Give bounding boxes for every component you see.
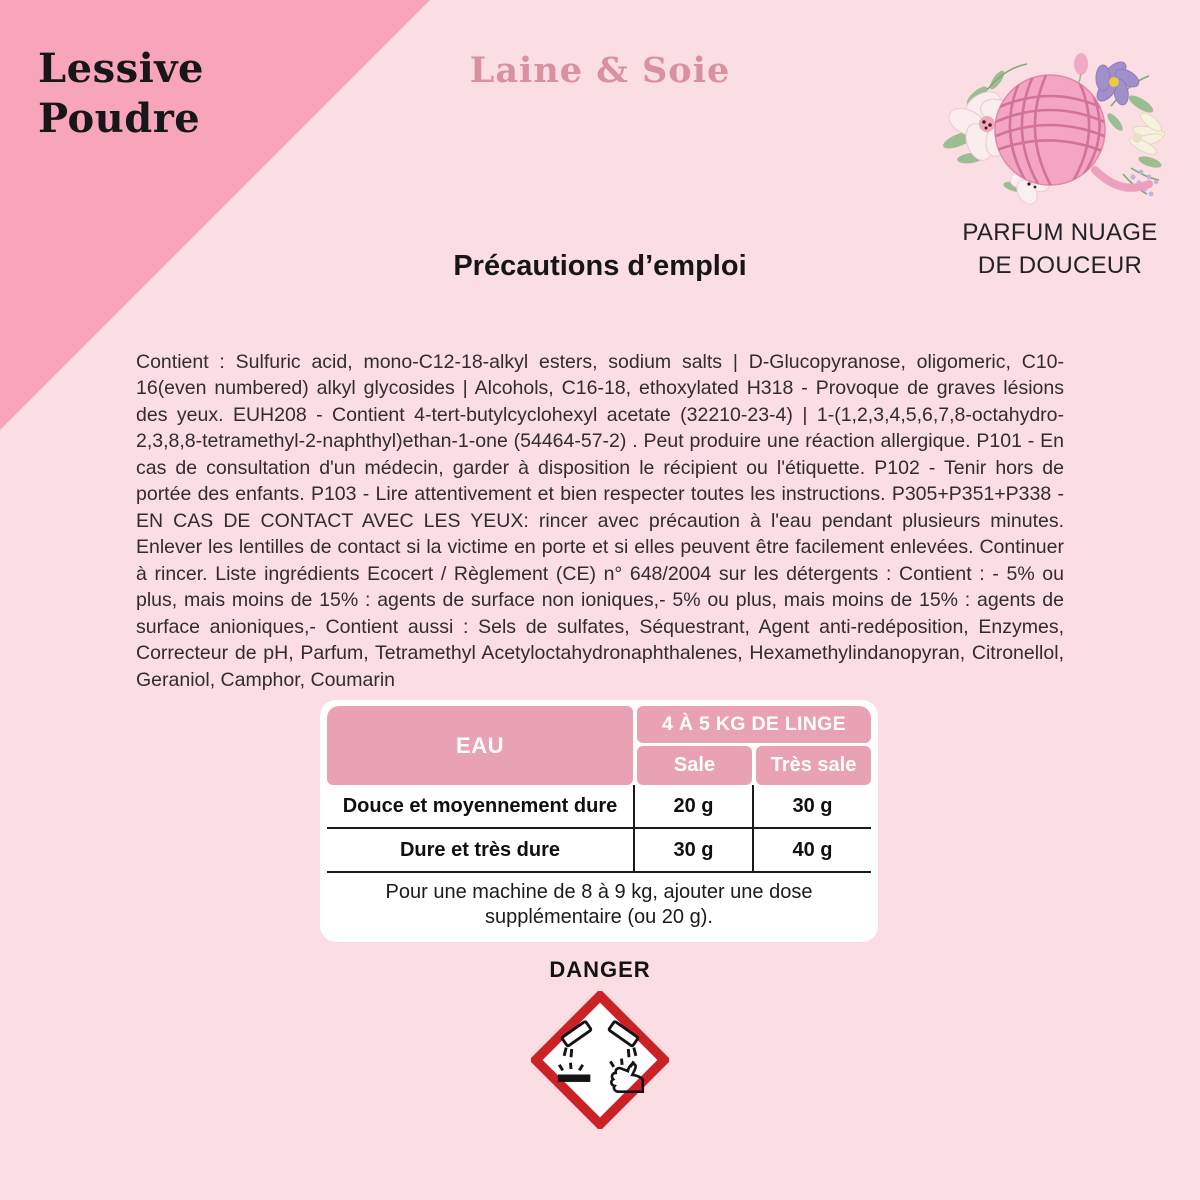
product-title-line1: Lessive [38,45,204,92]
dose-sale-cell: 20 g [633,785,752,827]
signal-word: DANGER [549,957,651,982]
brand-name: Laine & Soie [469,50,731,91]
yarn-flowers-illustration [935,46,1175,206]
precautions-text: Contient : Sulfuric acid, mono-C12-18-alkyl esters, sodium salts | D-Glucopyranose, oligomeric, C10-16(even numbered) alkyl glycosides | Alcohols, C16-18, ethoxylated H318 - Provoque de graves lésions des yeux. EUH208 - Contient 4-tert-butylcyclohexyl acetate (32210-23-4) | 1-(1,2,3,4,5,6,7,8-octahydro-2,3,8,8-tetramethyl-2-naphthyl)ethan-1-one (54464-57-2) . Peut produire une réaction allergique. P101 - En cas de consultation d'un médecin, garder à disposition le récipient ou l'étiquette. P102 - Tenir hors de portée des enfants. P103 - Lire attentivement et bien respecter toutes les instructions. P305+P351+P338 - EN CAS DE CONTACT AVEC LES YEUX: rincer avec précaution à l'eau pendant plusieurs minutes. Enlever les lentilles de contact si la victime en porte et si elles peuvent être facilement enlevées. Continuer à rincer. Liste ingrédients Ecocert / Règlement (CE) n° 648/2004 sur les détergents : Contient : - 5% ou plus, mais moins de 15% : agents de surface non ioniques,- 5% ou plus, mais moins de 15% : agents de surface anioniques,- Contient aussi : Sels de sulfates, Séquestrant, Agent anti-redéposition, Enzymes, Correcteur de pH, Parfum, Tetramethyl Acetyloctahydronaphthalenes, Hexamethylindanopyran, Citronellol, Geraniol, Camphor, Coumarin [136,350,1064,691]
product-title-line2: Poudre [38,95,201,142]
dose-sale-cell: 30 g [633,829,752,871]
table-header-water: EAU [327,706,633,785]
table-row [327,829,871,873]
table-header-tres-sale: Très sale [756,746,871,785]
scent-line1: PARFUM NUAGE [962,219,1158,246]
table-header-sale: Sale [637,746,752,785]
water-type-cell: Dure et très dure [399,838,561,861]
water-type-cell: Douce et moyennement dure [342,794,618,817]
table-header-right-block [637,706,871,785]
table-note: Pour une machine de 8 à 9 kg, ajouter une dose supplémentaire (ou 20 g). [385,881,813,928]
table-header-load: 4 À 5 KG DE LINGE [637,706,871,743]
ghs05-corrosive-icon [531,991,669,1129]
scent-line2: DE DOUCEUR [977,252,1143,279]
section-heading: Précautions d’emploi [453,250,747,282]
dose-tres-sale-cell: 30 g [752,785,871,827]
dosage-table-header [327,706,871,785]
dose-tres-sale-cell: 40 g [752,829,871,871]
table-row [327,785,871,829]
dosage-table [320,700,878,942]
